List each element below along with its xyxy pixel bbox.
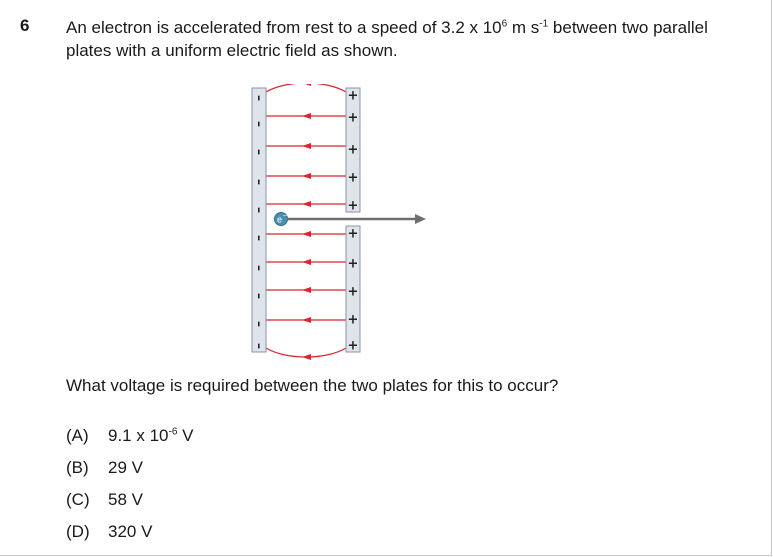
option-c-letter: (C) — [66, 490, 90, 509]
option-a-exponent: -6 — [168, 426, 178, 438]
negative-sign: – — [252, 179, 267, 185]
question-stem — [66, 16, 746, 62]
velocity-arrow-head — [415, 214, 426, 224]
positive-sign: + — [347, 226, 359, 242]
fringe-field-line — [266, 84, 346, 92]
option-b-letter: (B) — [66, 458, 89, 477]
negative-sign: – — [252, 321, 267, 327]
negative-sign: – — [252, 95, 267, 101]
field-arrow-head — [302, 287, 311, 293]
negative-sign: – — [252, 149, 267, 155]
option-b[interactable] — [66, 458, 143, 478]
positive-sign: + — [347, 110, 359, 126]
field-arrow-head — [302, 143, 311, 149]
diagram-svg — [240, 84, 440, 362]
field-arrow-head — [302, 317, 311, 323]
positive-sign: + — [347, 198, 359, 214]
option-a-letter: (A) — [66, 426, 89, 445]
option-d-value: 320 V — [108, 522, 153, 541]
positive-sign: + — [347, 88, 359, 104]
positive-sign: + — [347, 312, 359, 328]
option-a-value: 9.1 x 10 — [108, 426, 169, 445]
negative-sign: – — [252, 265, 267, 271]
field-arrow-head — [302, 84, 311, 86]
field-arrow-head — [302, 354, 311, 360]
positive-sign: + — [347, 142, 359, 158]
fringe-field-line — [266, 348, 346, 357]
parallel-plates-diagram — [240, 84, 440, 362]
negative-plate — [252, 88, 266, 352]
option-d[interactable] — [66, 522, 152, 542]
option-a-unit: V — [177, 426, 194, 445]
negative-sign: – — [252, 207, 267, 213]
stem-exponent-a: 6 — [501, 18, 508, 30]
option-b-value: 29 V — [108, 458, 143, 477]
field-arrow-head — [302, 201, 311, 207]
negative-sign: – — [252, 235, 267, 241]
field-arrow-head — [302, 173, 311, 179]
stem-text-c: between two parallel plates with a uniform electric field as shown. — [66, 18, 708, 60]
stem-text-b: m s — [507, 18, 540, 37]
option-c[interactable] — [66, 490, 143, 510]
option-a[interactable] — [66, 426, 193, 446]
positive-sign: + — [347, 256, 359, 272]
negative-sign: – — [252, 121, 267, 127]
question-prompt: What voltage is required between the two plates for this to occur? — [66, 376, 559, 395]
field-arrow-head — [302, 113, 311, 119]
electron-label: e — [276, 214, 283, 225]
option-d-letter: (D) — [66, 522, 90, 541]
field-arrow-head — [302, 231, 311, 237]
stem-text-a: An electron is accelerated from rest to a speed of 3.2 x 10 — [66, 18, 502, 37]
field-arrow-head — [302, 259, 311, 265]
question-number: 6 — [20, 16, 30, 35]
negative-sign: – — [252, 293, 267, 299]
negative-sign: – — [252, 343, 267, 349]
electron-charge: – — [283, 212, 287, 219]
option-c-value: 58 V — [108, 490, 143, 509]
positive-sign: + — [347, 338, 359, 354]
positive-sign: + — [347, 284, 359, 300]
positive-sign: + — [347, 170, 359, 186]
stem-exponent-b: -1 — [539, 18, 549, 30]
